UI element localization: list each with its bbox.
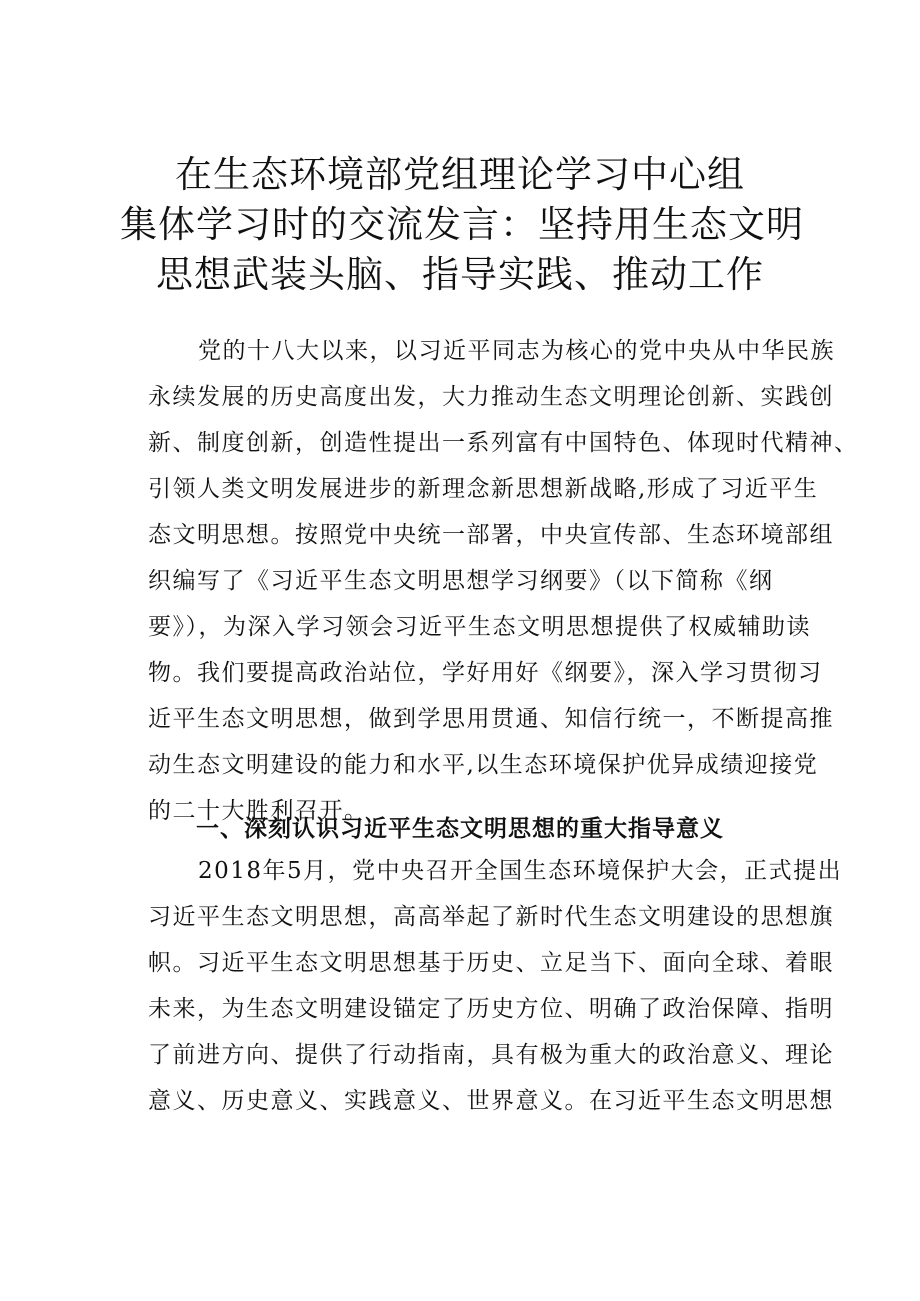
title-line-2: 集体学习时的交流发言：坚持用生态文明 [120,203,804,246]
paragraph-line: 引领人类文明发展进步的新理念新思想新战略,形成了习近平生 [148,476,819,502]
intro-paragraph [148,328,859,834]
paragraph-line: 未来，为生态文明建设锚定了历史方位、明确了政治保障、指明 [148,996,834,1022]
section-1-paragraph [148,848,843,1124]
paragraph-line: 物。我们要提高政治站位，学好用好《纲要》，深入学习贯彻习 [148,660,823,686]
paragraph-line: 意义、历史意义、实践意义、世界意义。在习近平生态文明思想 [148,1088,834,1114]
section-1-heading: 一、深刻认识习近平生态文明思想的重大指导意义 [196,816,724,842]
paragraph-line: 态文明思想。按照党中央统一部署，中央宣传部、生态环境部组 [148,522,834,548]
paragraph-line: 动生态文明建设的能力和水平,以生态环境保护优异成绩迎接党 [148,752,819,778]
title-line-1: 在生态环境部党组理论学习中心组 [175,153,745,196]
paragraph-line: 要》），为深入学习领会习近平生态文明思想提供了权威辅助读 [148,614,811,640]
paragraph-line: 织编写了《习近平生态文明思想学习纲要》（以下简称《纲 [148,568,774,594]
paragraph-line: 党的十八大以来，以习近平同志为核心的党中央从中华民族 [198,338,835,364]
paragraph-line: 永续发展的历史高度出发，大力推动生态文明理论创新、实践创 [148,384,834,410]
section-1-paragraph-block [148,848,843,1124]
paragraph-line: 了前进方向、提供了行动指南，具有极为重大的政治意义、理论 [148,1042,834,1068]
paragraph-line: 帜。习近平生态文明思想基于历史、立足当下、面向全球、着眼 [148,950,834,976]
document-title [120,150,804,300]
paragraph-line: 2018年5月，党中央召开全国生态环境保护大会，正式提出 [198,858,843,884]
intro-paragraph-block [148,328,859,834]
paragraph-line: 的二十大胜利召开。 [148,798,369,824]
paragraph-line: 新、制度创新，创造性提出一系列富有中国特色、体现时代精神、 [148,430,859,456]
section-1-heading-block [148,806,808,852]
paragraph-line: 近平生态文明思想，做到学思用贯通、知信行统一，不断提高推 [148,706,834,732]
paragraph-line: 习近平生态文明思想，高高举起了新时代生态文明建设的思想旗 [148,904,834,930]
title-line-3: 思想武装头脑、指导实践、推动工作 [156,253,764,296]
